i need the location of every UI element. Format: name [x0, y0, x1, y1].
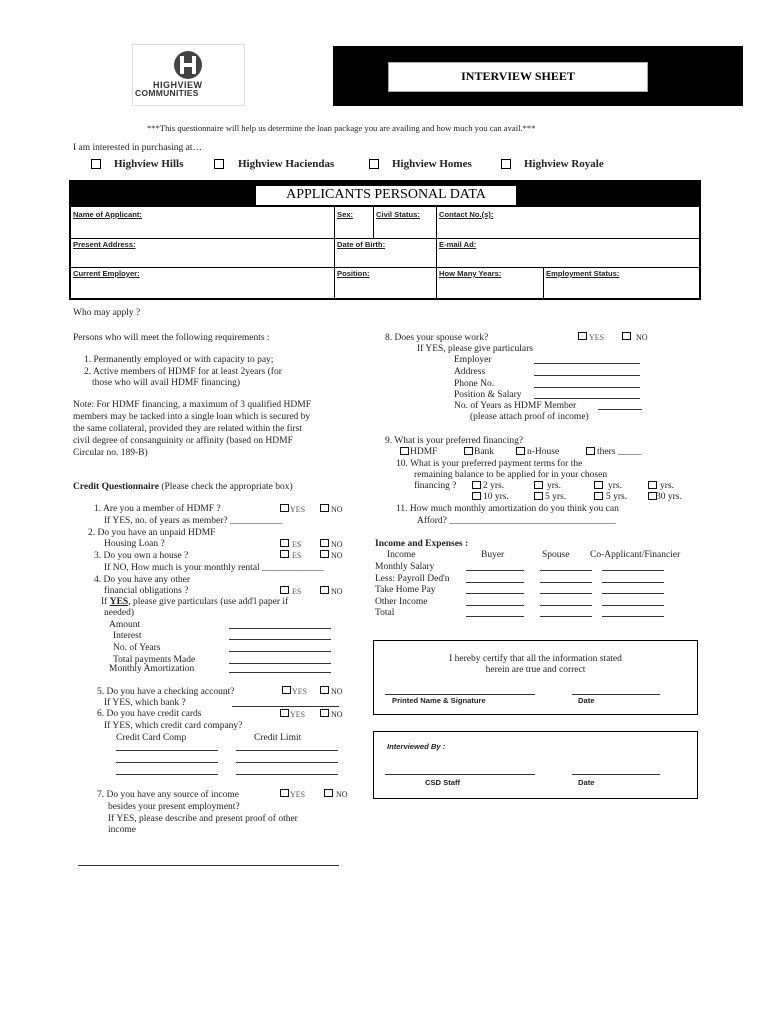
row-other-income: Other Income	[375, 597, 428, 607]
row-monthly-salary: Monthly Salary	[375, 562, 435, 572]
q4-needed: needed)	[104, 608, 135, 618]
certify-line2: herein are true and correct	[485, 665, 586, 675]
term-10-label: 10 yrs.	[483, 492, 509, 502]
interest-line[interactable]	[229, 639, 331, 640]
q4-no-label: NO	[331, 587, 343, 596]
total-payments-label: Total payments Made	[113, 655, 196, 665]
q7-label-d: income	[108, 825, 136, 835]
note-line4: civil degree of consanguinity or affinity (based on HDMF	[73, 436, 293, 446]
spouse-possal-label: Position & Salary	[454, 390, 522, 400]
intro-note: ***This questionnaire will help us determine the loan package you are availing and how much you can avail.***	[147, 123, 536, 133]
who-may-apply: Who may apply ?	[73, 308, 141, 318]
col-spouse: Spouse	[542, 550, 570, 560]
field-sex[interactable]: Sex:	[337, 210, 354, 219]
q6-yes-label: YES	[290, 710, 306, 719]
q2-no-checkbox[interactable]	[320, 539, 329, 547]
fin-hdmf-label: HDMF	[410, 447, 438, 457]
persons-text: Persons who will meet the following requirements :	[73, 333, 270, 343]
option-haciendas: Highview Haciendas	[238, 158, 335, 170]
requirement-2b: those who will avail HDMF financing)	[92, 378, 241, 388]
spouse-employer-line[interactable]	[534, 363, 640, 364]
spouse-hdmf-label: No. of Years as HDMF Member	[454, 401, 577, 411]
option-checkbox-hills[interactable]	[91, 159, 101, 169]
q8-particulars: If YES, please give particulars	[417, 344, 533, 354]
q8-no-label: NO	[636, 333, 648, 342]
spouse-possal-line[interactable]	[534, 398, 640, 399]
cc-line-1[interactable]	[116, 750, 218, 751]
field-current-employer[interactable]: Current Employer:	[73, 269, 140, 278]
q6-label: 6. Do you have credit cards	[97, 709, 202, 719]
ie-spouse-3[interactable]	[540, 593, 592, 594]
term-5-label: yrs.	[660, 481, 674, 491]
term-15-label: 5 yrs.	[545, 492, 567, 502]
row-take-home: Take Home Pay	[375, 585, 436, 595]
q2-yes-label: ES	[292, 540, 302, 549]
q5-no-checkbox[interactable]	[320, 686, 329, 694]
col-income: Income	[387, 550, 416, 560]
ie-spouse-5[interactable]	[540, 616, 592, 617]
amount-line[interactable]	[229, 628, 331, 629]
ie-coapp-5[interactable]	[602, 616, 664, 617]
q3-label: 3. Do you own a house ?	[94, 551, 189, 561]
fin-others-checkbox[interactable]	[586, 447, 595, 455]
cl-line-3[interactable]	[236, 774, 338, 775]
spouse-phone-line[interactable]	[534, 387, 640, 388]
q2-no-label: NO	[331, 540, 343, 549]
option-royale: Highview Royale	[524, 158, 604, 170]
note-line1: Note: For HDMF financing, a maximum of 3 qualified HDMF	[73, 400, 312, 410]
term-5-checkbox[interactable]	[648, 481, 657, 489]
fin-others-label: thers _____	[597, 447, 642, 457]
q4-particulars: If YES, please give particulars (use add'l paper if	[101, 597, 289, 607]
total-payments-line[interactable]	[229, 663, 331, 664]
q2-yes-checkbox[interactable]	[280, 539, 289, 547]
q6-no-checkbox[interactable]	[320, 709, 329, 717]
logo-mark-icon	[168, 49, 208, 81]
term-15-checkbox[interactable]	[534, 492, 543, 500]
spouse-employer-label: Employer	[454, 355, 492, 365]
spouse-address-line[interactable]	[534, 375, 640, 376]
q7-answer-line[interactable]	[78, 865, 339, 866]
q3-no-checkbox[interactable]	[320, 550, 329, 558]
interviewed-by-label: Interviewed By :	[387, 742, 446, 751]
q3-yes-checkbox[interactable]	[280, 550, 289, 558]
field-contact[interactable]: Contact No.(s):	[439, 210, 494, 219]
csd-staff-label: CSD Staff	[425, 778, 461, 787]
q3-yes-label: ES	[292, 551, 302, 560]
option-checkbox-royale[interactable]	[501, 159, 511, 169]
q5-label: 5. Do you have a checking account?	[97, 687, 235, 697]
q2-label: 2. Do you have an unpaid HDMF	[88, 528, 216, 538]
monthly-amortization-label: Monthly Amortization	[109, 664, 195, 674]
field-employment-status[interactable]: Employment Status:	[546, 269, 620, 278]
printed-name-line[interactable]	[385, 694, 535, 695]
ie-coapp-4[interactable]	[602, 605, 664, 606]
option-checkbox-homes[interactable]	[369, 159, 379, 169]
q10-label-c: financing ?	[414, 481, 457, 491]
spouse-proof: (please attach proof of income)	[470, 412, 589, 422]
fin-bank-checkbox[interactable]	[464, 447, 473, 455]
logo	[132, 44, 245, 106]
ie-buyer-1[interactable]	[466, 570, 524, 571]
option-checkbox-haciendas[interactable]	[214, 159, 224, 169]
note-line2: members may be tacked into a single loan which is secured by	[73, 412, 311, 422]
fin-inhouse-label: n-House	[527, 447, 560, 457]
q5-bank: If YES, which bank ?	[104, 698, 186, 708]
q7-no-label: NO	[336, 790, 348, 799]
q7-label-c: If YES, please describe and present proof of other	[108, 814, 298, 824]
field-present-address[interactable]: Present Address:	[73, 240, 136, 249]
q5-yes-label: YES	[292, 687, 308, 696]
interest-label: Interest	[113, 631, 142, 641]
date2-line[interactable]	[572, 774, 660, 775]
q1-no-checkbox[interactable]	[320, 504, 329, 512]
q4-yes-label: ES	[292, 587, 302, 596]
term-3-label: yrs.	[547, 481, 561, 491]
date-label: Date	[578, 696, 595, 705]
q8-label: 8. Does your spouse work?	[385, 333, 489, 343]
fin-hdmf-checkbox[interactable]	[400, 447, 409, 455]
page-title: INTERVIEW SHEET	[461, 69, 575, 83]
q1-no-label: NO	[331, 505, 343, 514]
q7-no-checkbox[interactable]	[324, 789, 333, 797]
q4-label: 4. Do you have any other	[94, 575, 191, 585]
monthly-amortization-line[interactable]	[229, 672, 331, 673]
q6-yes-checkbox[interactable]	[280, 709, 289, 717]
fin-bank-label: Bank	[474, 447, 495, 457]
q7-yes-label: YES	[290, 790, 306, 799]
q1-yes-label: YES	[290, 505, 306, 514]
interested-text: I am interested in purchasing at…	[73, 143, 203, 153]
row-payroll-dedn: Less: Payroll Ded'n	[375, 574, 450, 584]
printed-name-label: Printed Name & Signature	[392, 696, 486, 705]
logo-line1: HIGHVIEW	[153, 80, 203, 90]
ie-buyer-2[interactable]	[466, 582, 524, 583]
term-4-label: yrs.	[608, 481, 622, 491]
q11-afford[interactable]: Afford? ___________________________________	[417, 516, 616, 526]
field-name-applicant[interactable]: Name of Applicant:	[73, 210, 142, 219]
option-homes: Highview Homes	[392, 158, 472, 170]
term-30-label: 30 yrs.	[656, 492, 682, 502]
q2-label-b: Housing Loan ?	[104, 539, 165, 549]
q3-monthly-rental[interactable]: If NO, How much is your monthly rental _____________	[104, 563, 324, 573]
q3-no-label: NO	[331, 551, 343, 560]
ie-buyer-5[interactable]	[466, 616, 524, 617]
q4-yes-checkbox[interactable]	[280, 586, 289, 594]
q11-label: 11. How much monthly amortization do you think you can	[396, 504, 619, 514]
credit-limit-label: Credit Limit	[254, 733, 302, 743]
term-25-label: 5 yrs.	[606, 492, 628, 502]
q6-no-label: NO	[331, 710, 343, 719]
term-2-label: 2 yrs.	[483, 481, 505, 491]
ie-spouse-4[interactable]	[540, 605, 592, 606]
certify-line1: I hereby certify that all the information stated	[449, 654, 622, 664]
term-2-checkbox[interactable]	[472, 481, 481, 489]
note-line3: the same collateral, provided they are related within the first	[73, 424, 302, 434]
date-line[interactable]	[572, 694, 660, 695]
term-25-checkbox[interactable]	[594, 492, 603, 500]
field-date-of-birth[interactable]: Date of Birth:	[337, 240, 386, 249]
noyears-line[interactable]	[229, 651, 331, 652]
ie-buyer-3[interactable]	[466, 593, 524, 594]
logo-line2: COMMUNITIES	[135, 88, 199, 98]
q5-no-label: NO	[331, 687, 343, 696]
date2-label: Date	[578, 778, 595, 787]
q7-label-b: besides your present employment?	[108, 802, 240, 812]
ie-spouse-2[interactable]	[540, 582, 592, 583]
q4-no-checkbox[interactable]	[320, 586, 329, 594]
cc-line-2[interactable]	[116, 762, 218, 763]
q10-label-b: remaining balance to be applied for in your chosen	[414, 470, 608, 480]
row-total: Total	[375, 608, 395, 618]
q6-company: If YES, which credit card company?	[104, 721, 243, 731]
term-4-checkbox[interactable]	[594, 481, 603, 489]
cl-line-2[interactable]	[236, 762, 338, 763]
ie-buyer-4[interactable]	[466, 605, 524, 606]
q10-label: 10. What is your preferred payment terms for the	[396, 459, 583, 469]
amount-label: Amount	[109, 620, 141, 630]
col-buyer: Buyer	[481, 550, 505, 560]
ie-coapp-1[interactable]	[602, 570, 664, 571]
cl-line-1[interactable]	[236, 750, 338, 751]
credit-card-comp-label: Credit Card Comp	[116, 733, 187, 743]
field-email[interactable]: E-mail Ad:	[439, 240, 477, 249]
option-hills: Highview Hills	[114, 158, 184, 170]
csd-staff-line[interactable]	[385, 774, 535, 775]
field-how-many-years[interactable]: How Many Years:	[439, 269, 502, 278]
q8-yes-checkbox[interactable]	[578, 332, 587, 340]
term-10-checkbox[interactable]	[472, 492, 481, 500]
spouse-phone-label: Phone No.	[454, 379, 495, 389]
q8-no-checkbox[interactable]	[622, 332, 631, 340]
cc-line-3[interactable]	[116, 774, 218, 775]
q7-label: 7. Do you have any source of income	[97, 790, 239, 800]
spouse-hdmf-line[interactable]	[598, 409, 642, 410]
q7-yes-checkbox[interactable]	[280, 789, 289, 797]
fin-inhouse-checkbox[interactable]	[516, 447, 525, 455]
credit-questionnaire-heading: Credit Questionnaire (Please check the appropriate box)	[73, 482, 293, 492]
note-line5: Circular no. 189-B)	[73, 448, 148, 458]
col-coapp: Co-Applicant/Financier	[590, 550, 681, 560]
q1-yes-checkbox[interactable]	[280, 504, 289, 512]
spouse-address-label: Address	[454, 367, 486, 377]
q8-yes-label: YES	[589, 333, 605, 342]
term-3-checkbox[interactable]	[534, 481, 543, 489]
noyears-label: No. of Years	[113, 643, 161, 653]
q9-label: 9. What is your preferred financing?	[385, 436, 524, 446]
ie-coapp-3[interactable]	[602, 593, 664, 594]
income-expenses-heading: Income and Expenses :	[375, 539, 469, 549]
field-civil-status[interactable]: Civil Status:	[376, 210, 420, 219]
ie-spouse-1[interactable]	[540, 570, 592, 571]
ie-coapp-2[interactable]	[602, 582, 664, 583]
q1-label: 1. Are you a member of HDMF ?	[94, 504, 221, 514]
requirement-1: 1. Permanently employed or with capacity to pay;	[84, 355, 274, 365]
q1-years-member[interactable]: If YES, no. of years as member? ___________	[104, 516, 283, 526]
field-position[interactable]: Position:	[337, 269, 370, 278]
q5-bank-line[interactable]	[232, 706, 339, 707]
personal-data-title: APPLICANTS PERSONAL DATA	[286, 187, 486, 202]
q5-yes-checkbox[interactable]	[282, 686, 291, 694]
q4-label-b: financial obligations ?	[104, 586, 189, 596]
requirement-2a: 2. Active members of HDMF for at least 2years (for	[84, 367, 282, 377]
